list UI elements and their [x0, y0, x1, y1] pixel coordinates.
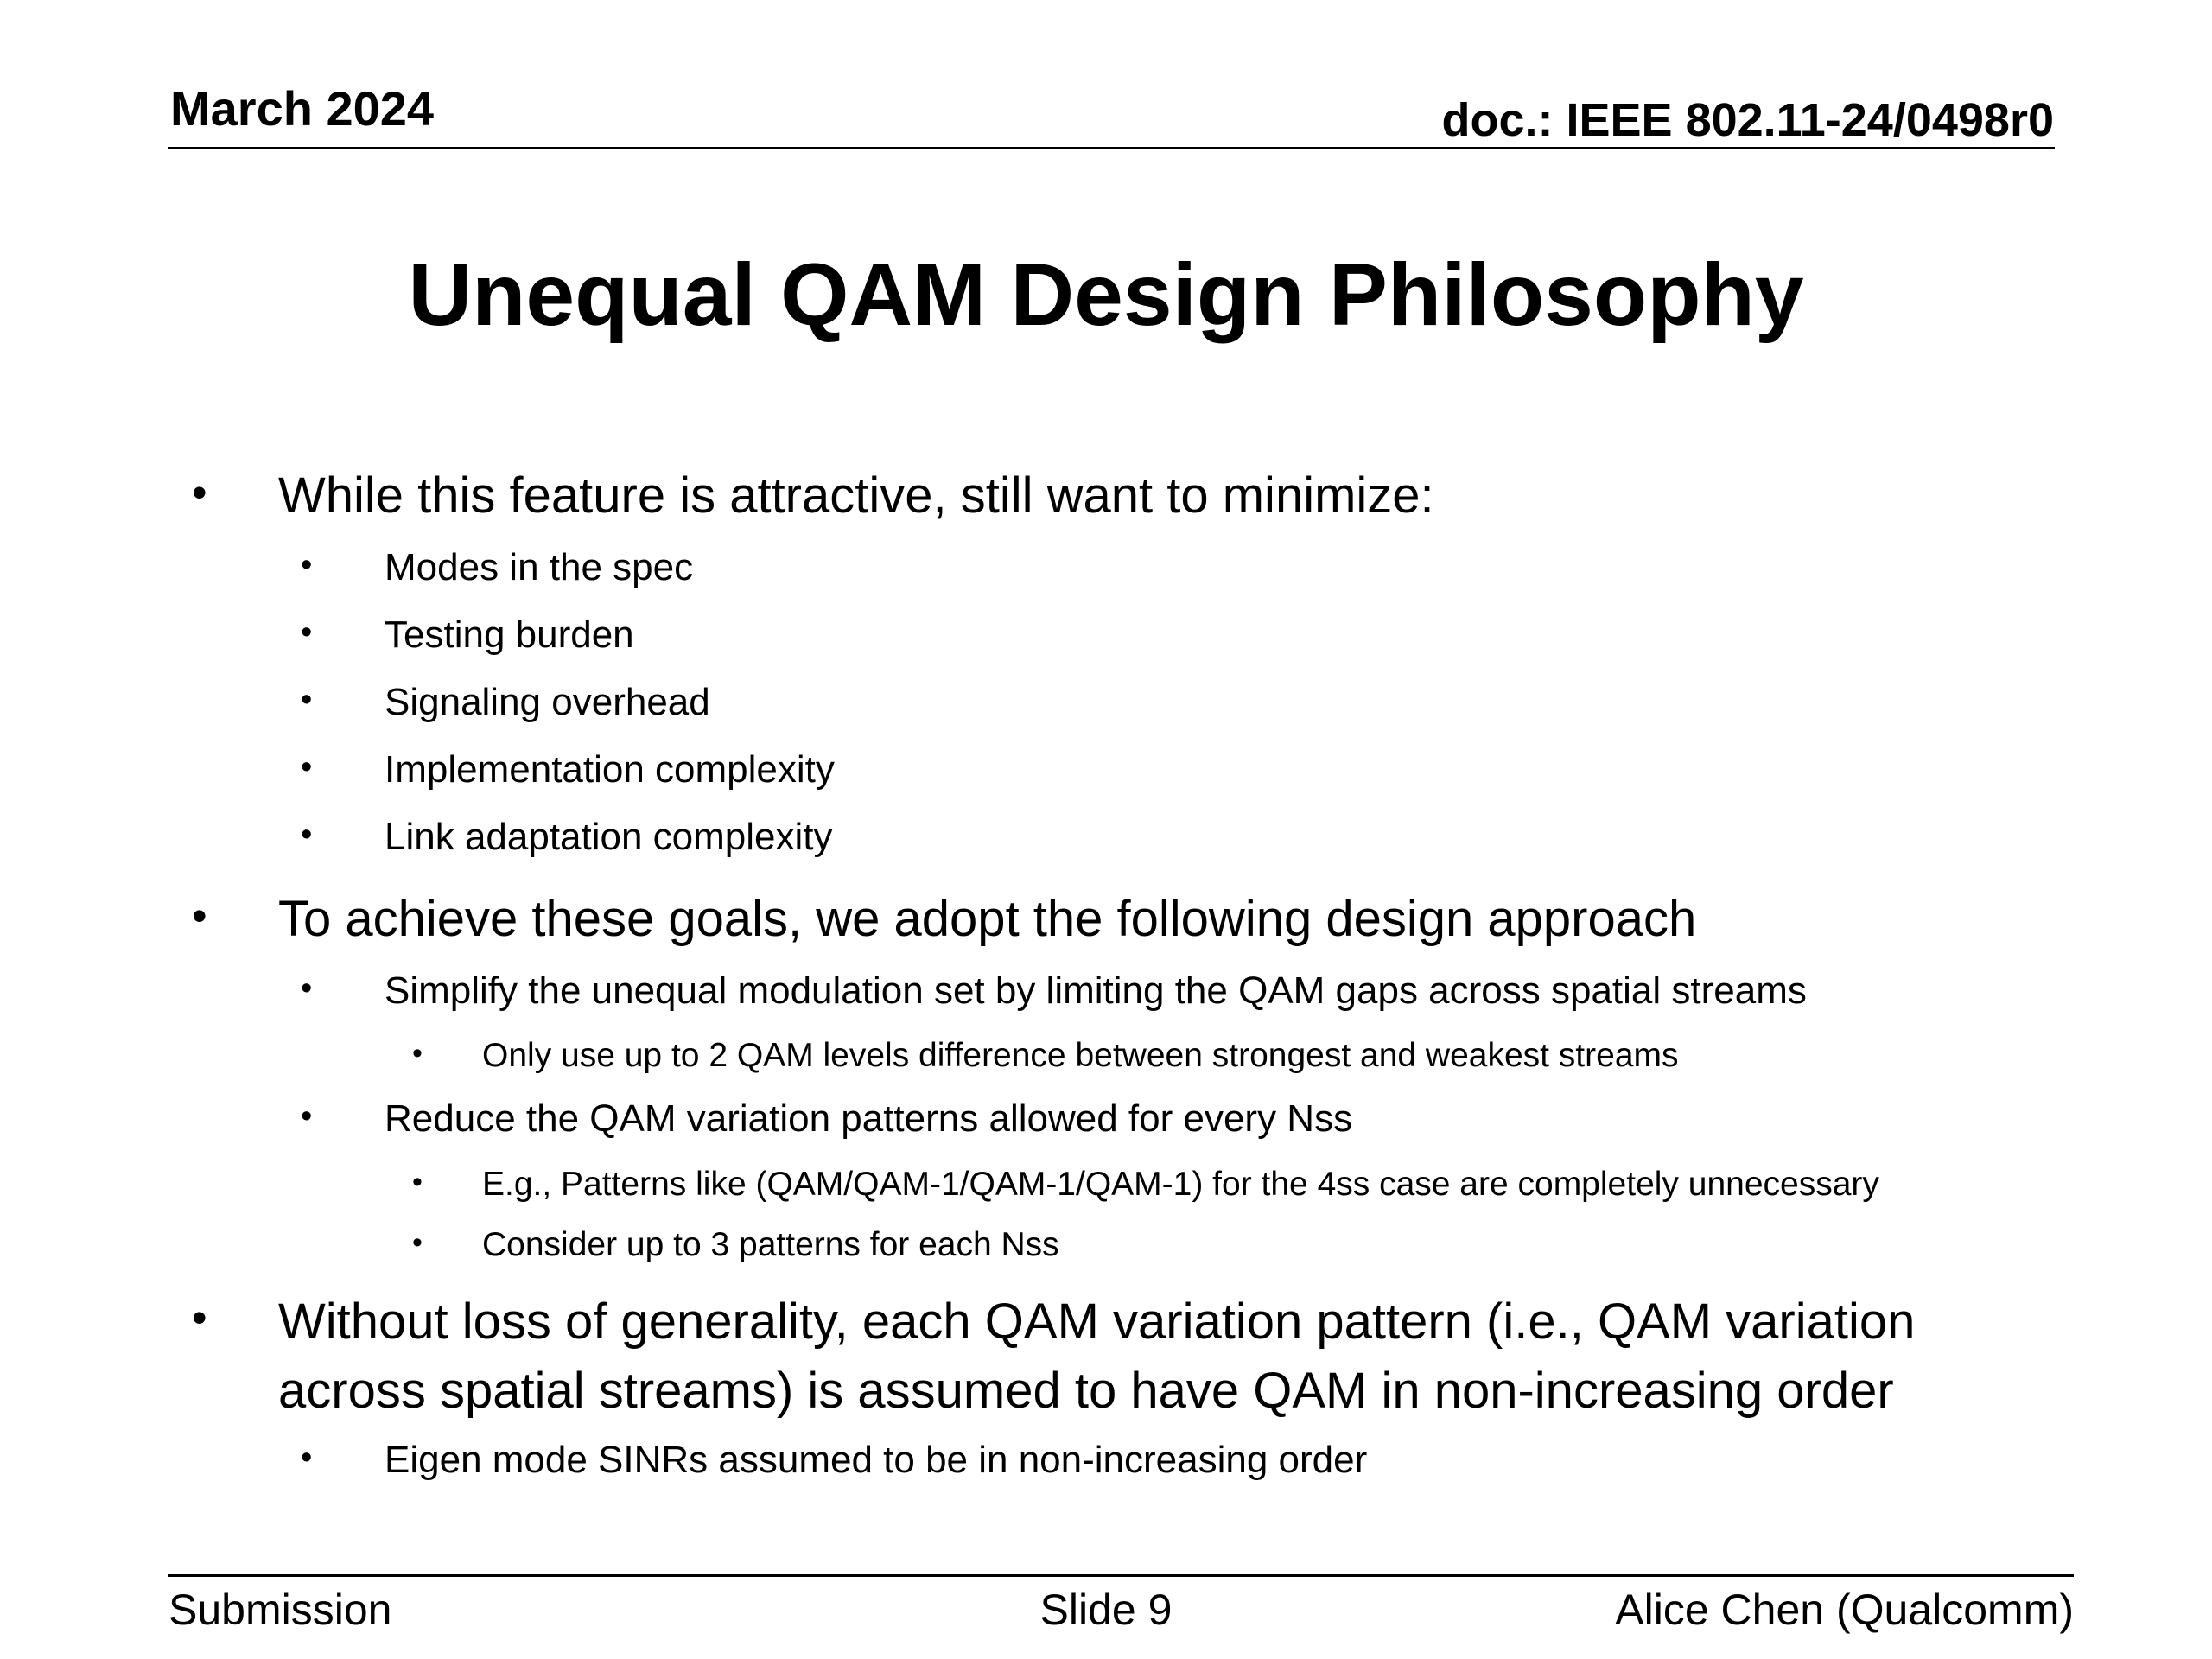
bullet-dot: • — [301, 1440, 313, 1476]
header-doc-id: doc.: IEEE 802.11-24/0498r0 — [1441, 94, 2054, 146]
bullet-text: Consider up to 3 patterns for each Nss — [482, 1226, 1059, 1263]
slide-title: Unequal QAM Design Philosophy — [408, 245, 1804, 344]
bullet-dot: • — [301, 749, 313, 785]
bullet-text: Only use up to 2 QAM levels difference between strongest and weakest streams — [482, 1037, 1679, 1074]
bullet-text: Implementation complexity — [385, 748, 835, 791]
footer-submission: Submission — [168, 1586, 392, 1634]
footer-divider — [168, 1574, 2074, 1577]
bullet-text: Reduce the QAM variation patterns allowed for every Nss — [385, 1097, 1353, 1140]
bullet-dot: • — [412, 1166, 423, 1198]
bullet-text: Testing burden — [385, 613, 634, 656]
bullet-dot: • — [301, 970, 313, 1007]
bullet-text: Eigen mode SINRs assumed to be in non-increasing order — [385, 1439, 1368, 1481]
bullet-text: To achieve these goals, we adopt the following design approach — [278, 891, 1697, 947]
bullet-dot: • — [192, 892, 207, 940]
bullet-dot: • — [301, 614, 313, 651]
bullet-dot: • — [301, 817, 313, 853]
bullet-dot: • — [301, 682, 313, 718]
bullet-text: While this feature is attractive, still want to minimize: — [278, 467, 1434, 524]
bullet-dot: • — [192, 468, 207, 517]
footer-author: Alice Chen (Qualcomm) — [1615, 1586, 2074, 1634]
bullet-text: Link adaptation complexity — [385, 816, 833, 858]
bullet-dot: • — [412, 1226, 423, 1259]
bullet-text: Modes in the spec — [385, 546, 694, 588]
header-date: March 2024 — [170, 81, 435, 136]
bullet-text: Signaling overhead — [385, 681, 710, 723]
bullet-dot: • — [301, 547, 313, 583]
bullet-text: Without loss of generality, each QAM variation pattern (i.e., QAM variation across spatial streams) is assumed to have QAM in non-increasing order — [278, 1294, 1916, 1419]
footer-slide-number: Slide 9 — [1039, 1586, 1173, 1634]
bullet-dot: • — [412, 1037, 423, 1070]
bullet-text: Simplify the unequal modulation set by limiting the QAM gaps across spatial streams — [385, 969, 1807, 1012]
bullet-text: E.g., Patterns like (QAM/QAM-1/QAM-1/QAM-1) for the 4ss case are completely unnecessary — [482, 1166, 1879, 1203]
bullet-dot: • — [192, 1294, 207, 1342]
bullet-dot: • — [301, 1098, 313, 1135]
